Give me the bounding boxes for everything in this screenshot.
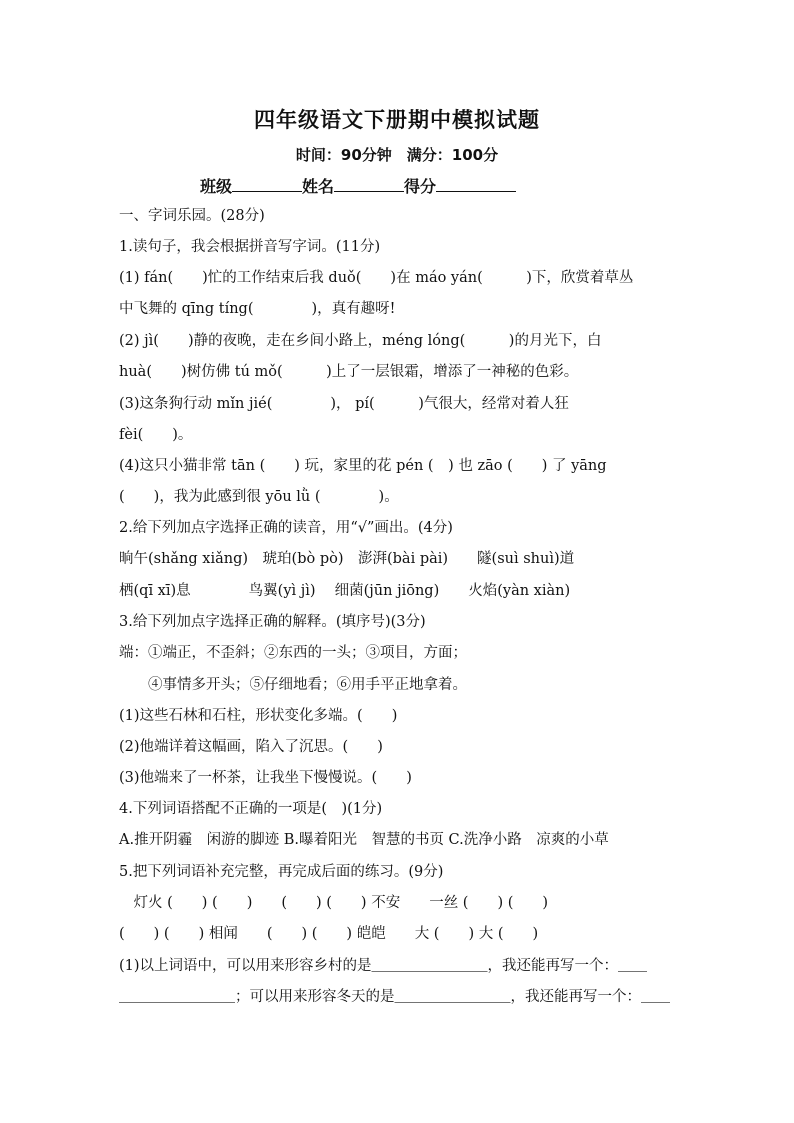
question-5-words-2: ( ) ( ) 相闻 ( ) ( ) 皑皑 大 ( ) 大 ( ) [119,926,539,942]
exam-time-score: 时间：90分钟 满分：100分 [295,146,499,164]
page-title: 四年级语文下册期中模拟试题 [254,108,540,132]
class-blank[interactable] [232,177,302,192]
score-label: 得分 [404,177,437,196]
question-1-item-2: (2) jì( )静的夜晚，走在乡间小路上，méng lóng( )的月光下，白 [119,333,602,349]
question-5-words-1: 灯火 ( ) ( ) ( ) ( ) 不安 一丝 ( ) ( ) [119,895,549,911]
question-1-item-4: (4)这只小猫非常 tān ( ) 玩，家里的花 pén ( ) 也 zāo ( ) 了 yāng [119,458,607,474]
score-blank[interactable] [436,177,516,192]
question-1-heading: 1.读句子，我会根据拼音写字词。(11分) [119,239,381,255]
class-label: 班级 [200,177,233,196]
question-1-item-2-cont: huà( )树仿佛 tú mǒ( )上了一层银霜，增添了一神秘的色彩。 [119,364,579,380]
section-heading: 一、字词乐园。(28分) [119,208,265,224]
question-1-item-3: (3)这条狗行动 mǐn jié( )， pí( )气很大，经常对着人狂 [119,396,569,412]
question-3-item-1: (1)这些石林和石柱，形状变化多端。( ) [119,708,398,724]
question-1-item-3-cont: fèi( )。 [119,427,193,443]
question-2-heading: 2.给下列加点字选择正确的读音，用“√”画出。(4分) [119,520,453,536]
question-3-definitions-1: 端：①端正，不歪斜；②东西的一头；③项目，方面； [119,645,467,661]
question-2-row-2: 栖(qī xī)息 鸟翼(yì jì) 细菌(jūn jiōng) 火焰(yàn xiàn) [119,583,571,599]
question-1-item-1-cont: 中飞舞的 qīng tíng( )，真有趣呀! [119,301,396,317]
question-1-item-1: (1) fán( )忙的工作结束后我 duǒ( )在 máo yán( )下，欣赏着草丛 [119,270,634,286]
question-1-item-4-cont: ( )，我为此感到很 yōu lǜ ( )。 [119,489,399,505]
question-5-sub-1: (1)以上词语中，可以用来形容乡村的是＿＿＿＿＿＿＿＿，我还能再写一个：＿＿ [119,958,648,974]
question-3-item-3: (3)他端来了一杯茶，让我坐下慢慢说。( ) [119,770,412,786]
question-4-heading: 4.下列词语搭配不正确的一项是( )(1分) [119,801,383,817]
question-2-row-1: 晌午(shǎng xiǎng) 琥珀(bò pò) 澎湃(bài pài) 隧(suì shuì)道 [119,551,575,567]
name-blank[interactable] [334,177,404,192]
question-5-heading: 5.把下列词语补充完整，再完成后面的练习。(9分) [119,864,444,880]
question-4-options: A.推开阴霾 闲游的脚迹 B.曝着阳光 智慧的书页 C.洗净小路 凉爽的小草 [119,832,609,848]
question-3-item-2: (2)他端详着这幅画，陷入了沉思。( ) [119,739,383,755]
name-label: 姓名 [302,177,335,196]
student-info-row [200,174,516,197]
question-5-sub-1-cont: ＿＿＿＿＿＿＿＿；可以用来形容冬天的是＿＿＿＿＿＿＿＿，我还能再写一个：＿＿ [119,989,670,1005]
question-3-heading: 3.给下列加点字选择正确的解释。(填序号)(3分) [119,614,426,630]
question-3-definitions-2: ④事情多开头；⑤仔细地看；⑥用手平正地拿着。 [119,677,467,693]
